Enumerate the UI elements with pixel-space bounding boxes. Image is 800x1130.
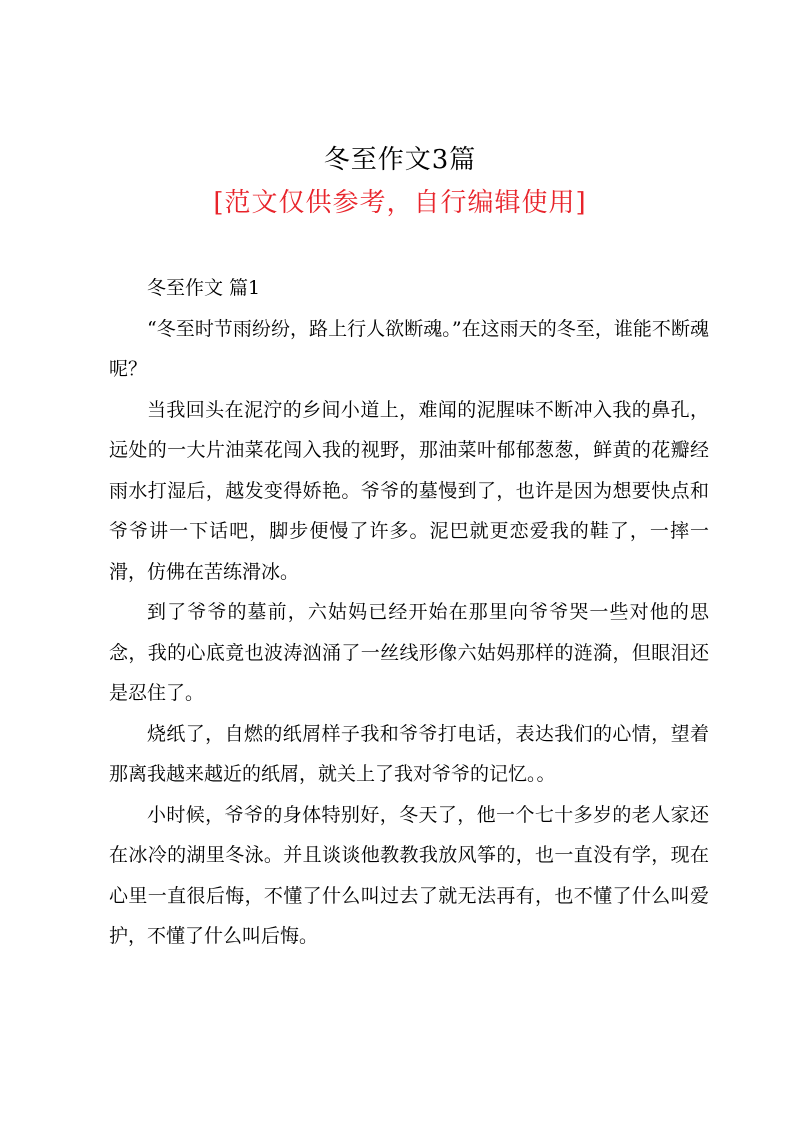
paragraph-3: 到了爷爷的墓前，六姑妈已经开始在那里向爷爷哭一些对他的思念，我的心底竟也波涛汹涌了一丝线形像六姑妈那样的涟漪，但眼泪还是忍住了。 [109,601,709,704]
paragraph-1: “冬至时节雨纷纷，路上行人欲断魂。”在这雨天的冬至，谁能不断魂呢？ [109,317,709,380]
paragraph-5: 小时候，爷爷的身体特别好，冬天了，他一个七十多岁的老人家还在冰冷的湖里冬泳。并且谈谈他教教我放风筝的，也一直没有学，现在心里一直很后悔，不懂了什么叫过去了就无法再有，也不懂了什么叫爱护，不懂了什么叫后悔。 [109,803,709,947]
paragraph-4: 烧纸了，自燃的纸屑样子我和爷爷打电话，表达我们的心情，望着那离我越来越近的纸屑，就关上了我对爷爷的记忆。。 [109,722,709,785]
paragraph-2: 当我回头在泥泞的乡间小道上，难闻的泥腥味不断冲入我的鼻孔，远处的一大片油菜花闯入我的视野，那油菜叶郁郁葱葱，鲜黄的花瓣经雨水打湿后，越发变得娇艳。爷爷的墓慢到了，也许是因为想要快点和爷爷讲一下话吧，脚步便慢了许多。泥巴就更恋爱我的鞋了，一摔一滑，仿佛在苦练滑冰。 [109,398,709,583]
section-heading: 冬至作文 篇1 [147,277,261,299]
document-title: 冬至作文3篇 [323,145,477,175]
document-subtitle: [范文仅供参考，自行编辑使用] [213,188,587,218]
document-body [109,268,709,957]
